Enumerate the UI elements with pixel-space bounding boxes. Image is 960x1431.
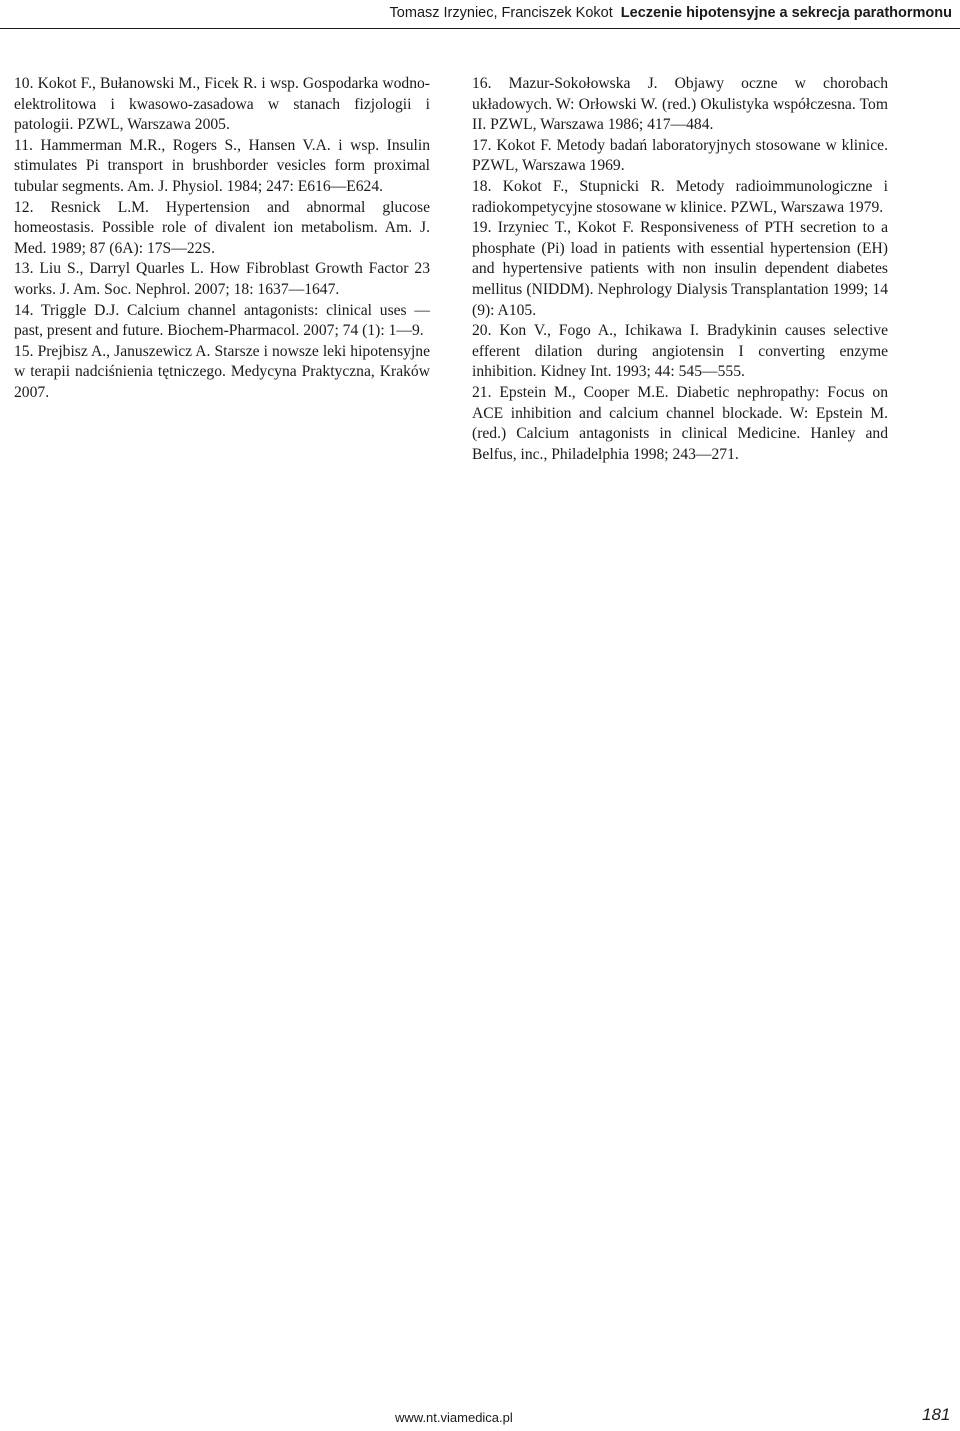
page-number: 181 — [922, 1405, 951, 1424]
reference-13: 13. Liu S., Darryl Quarles L. How Fibroblast Growth Factor 23 works. J. Am. Soc. Nephrol. 2007; 18: 1637—1647. — [14, 260, 430, 298]
reference-20: 20. Kon V., Fogo A., Ichikawa I. Bradykinin causes selective efferent dilation during angiotensin I converting enzyme inhibition. Kidney Int. 1993; 44: 545—555. — [472, 322, 888, 381]
reference-18: 18. Kokot F., Stupnicki R. Metody radioimmunologiczne i radiokompetycyjne stosowane w klinice. PZWL, Warszawa 1979. — [472, 177, 888, 216]
reference-10: 10. Kokot F., Bułanowski M., Ficek R. i wsp. Gospodarka wodno-elektrolitowa i kwasowo-zasadowa w stanach fizjologii i patologii. PZWL, Warszawa 2005. — [14, 75, 430, 134]
references-left-column — [14, 74, 430, 404]
reference-16: 16. Mazur-Sokołowska J. Objawy oczne w chorobach układowych. W: Orłowski W. (red.) Okulistyka współczesna. Tom II. PZWL, Warszawa 1986; 417—484. — [472, 75, 888, 134]
header-title: Leczenie hipotensyjne a sekrecja parathormonu — [620, 5, 952, 21]
running-header — [390, 4, 952, 22]
reference-17: 17. Kokot F. Metody badań laboratoryjnych stosowane w klinice. PZWL, Warszawa 1969. — [472, 136, 888, 175]
references-right-column — [472, 74, 888, 465]
header-authors: Tomasz Irzyniec, Franciszek Kokot — [389, 5, 613, 21]
header-divider — [0, 28, 960, 29]
reference-19: 19. Irzyniec T., Kokot F. Responsiveness of PTH secretion to a phosphate (Pi) load in patients with essential hypertension (EH) and hypertensive patients with non insulin dependent diabetes mellitus (NIDDM). Nephrology Dialysis Transplantation 1999; 14 (9): A105. — [472, 219, 888, 319]
reference-14: 14. Triggle D.J. Calcium channel antagonists: clinical uses — past, present and future. Biochem-Pharmacol. 2007; 74 (1): 1—9. — [14, 301, 430, 340]
reference-11: 11. Hammerman M.R., Rogers S., Hansen V.A. i wsp. Insulin stimulates Pi transport in brushborder vesicles form proximal tubular segments. Am. J. Physiol. 1984; 247: E616—E624. — [14, 136, 430, 195]
reference-21: 21. Epstein M., Cooper M.E. Diabetic nephropathy: Focus on ACE inhibition and calcium channel blockade. W: Epstein M. (red.) Calcium antagonists in clinical Medicine. Hanley and Belfus, inc., Philadelphia 1998; 243—271. — [472, 383, 888, 463]
reference-15: 15. Prejbisz A., Januszewicz A. Starsze i nowsze leki hipotensyjne w terapii nadciśnienia tętniczego. Medycyna Praktyczna, Kraków 2007. — [14, 342, 430, 401]
reference-12: 12. Resnick L.M. Hypertension and abnormal glucose homeostasis. Possible role of divalent ion metabolism. Am. J. Med. 1989; 87 (6A): 17S—22S. — [14, 198, 430, 257]
footer-url[interactable]: www.nt.viamedica.pl — [395, 1410, 513, 1425]
